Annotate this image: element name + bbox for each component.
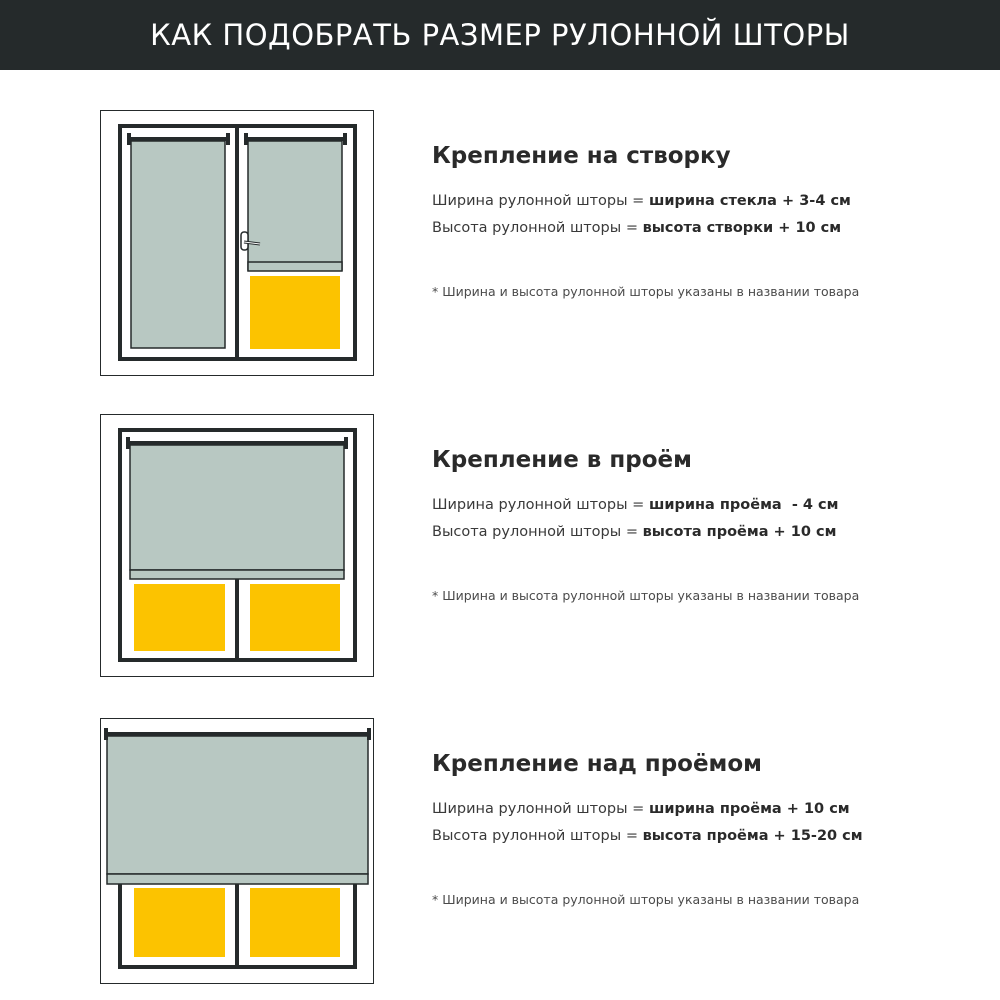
- section-sash-mount: [0, 108, 1000, 378]
- blind: [130, 445, 344, 570]
- over-opening-mount-diagram: [100, 716, 376, 986]
- width-value: ширина стекла + 3-4 см: [648, 193, 851, 209]
- section-opening-mount: [0, 412, 1000, 682]
- width-formula: [432, 497, 838, 513]
- right-roller-cap-l: [244, 133, 248, 145]
- sash-mount-text: [432, 108, 992, 378]
- height-formula: [432, 524, 836, 540]
- footnote: * Ширина и высота рулонной шторы указаны в названии товара: [432, 284, 860, 299]
- right-glass: [250, 276, 340, 349]
- width-value: ширина проёма - 4 см: [648, 497, 839, 513]
- left-roller-cap-l: [127, 133, 131, 145]
- left-glass: [134, 584, 225, 651]
- width-label: Ширина рулонной шторы: [432, 497, 628, 513]
- height-value: высота проёма + 10 см: [642, 524, 837, 540]
- height-value: высота проёма + 15-20 см: [642, 828, 863, 844]
- page-title: КАК ПОДОБРАТЬ РАЗМЕР РУЛОННОЙ ШТОРЫ: [150, 18, 850, 52]
- section-title: Крепление на створку: [432, 143, 731, 169]
- height-label: Высота рулонной шторы: [432, 220, 622, 236]
- section-over-opening-mount: [0, 716, 1000, 986]
- right-blind-bar: [248, 262, 342, 271]
- left-glass: [134, 888, 225, 957]
- blind-bar: [107, 874, 368, 884]
- page-header: [0, 0, 1000, 70]
- footnote: * Ширина и высота рулонной шторы указаны в названии товара: [432, 588, 860, 603]
- equals-sign: =: [632, 193, 645, 209]
- footnote: * Ширина и высота рулонной шторы указаны в названии товара: [432, 892, 860, 907]
- width-label: Ширина рулонной шторы: [432, 801, 628, 817]
- height-formula: [432, 828, 863, 844]
- height-formula: [432, 220, 841, 236]
- blind: [107, 736, 368, 874]
- width-formula: [432, 193, 851, 209]
- opening-mount-text: [432, 412, 992, 682]
- right-glass: [250, 888, 340, 957]
- equals-sign: =: [632, 801, 645, 817]
- equals-sign: =: [625, 220, 638, 236]
- height-label: Высота рулонной шторы: [432, 828, 622, 844]
- blind-bar: [130, 570, 344, 579]
- roller-cap-r: [344, 437, 348, 449]
- width-formula: [432, 801, 850, 817]
- roller-cap-r: [367, 728, 371, 740]
- equals-sign: =: [625, 828, 638, 844]
- section-title: Крепление в проём: [432, 447, 692, 473]
- roller-cap-l: [126, 437, 130, 449]
- height-label: Высота рулонной шторы: [432, 524, 622, 540]
- right-blind: [248, 141, 342, 270]
- equals-sign: =: [632, 497, 645, 513]
- over-opening-mount-text: [432, 716, 992, 986]
- sash-mount-diagram: [100, 108, 376, 378]
- left-roller-cap-r: [226, 133, 230, 145]
- equals-sign: =: [625, 524, 638, 540]
- opening-mount-diagram: [100, 412, 376, 682]
- left-blind: [131, 141, 225, 348]
- section-title: Крепление над проёмом: [432, 751, 762, 777]
- height-value: высота створки + 10 см: [642, 220, 842, 236]
- width-value: ширина проёма + 10 см: [648, 801, 850, 817]
- right-glass: [250, 584, 340, 651]
- right-roller-cap-r: [343, 133, 347, 145]
- width-label: Ширина рулонной шторы: [432, 193, 628, 209]
- roller-cap-l: [104, 728, 108, 740]
